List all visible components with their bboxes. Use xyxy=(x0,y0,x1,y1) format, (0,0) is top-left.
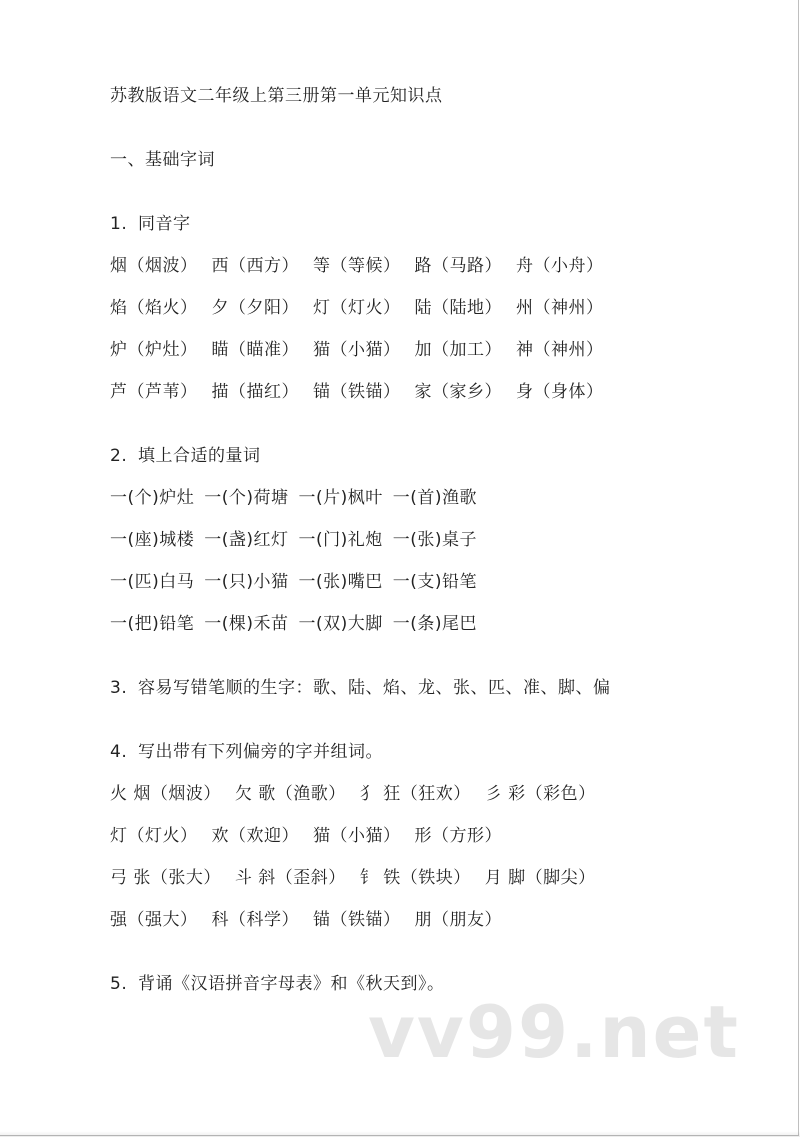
homophone-item: 焰（焰火） xyxy=(110,298,198,318)
measure-word-item: 一(座)城楼 xyxy=(110,530,195,550)
subsection-number: 4. xyxy=(110,742,128,762)
measure-word-item: 一(张)桌子 xyxy=(392,530,478,550)
homophone-item: 西（西方） xyxy=(211,256,299,276)
homophone-item: 芦（芦苇） xyxy=(110,382,198,402)
section-heading-basic-words: 一、基础字词 xyxy=(110,150,215,170)
measure-word-item: 一(片)枫叶 xyxy=(298,488,383,508)
measure-word-row xyxy=(110,486,750,510)
homophone-item: 州（神州） xyxy=(516,298,604,318)
measure-word-item: 一(门)礼炮 xyxy=(298,530,383,550)
radical-item: 强（强大） xyxy=(110,910,198,930)
homophone-item: 家（家乡） xyxy=(414,382,502,402)
measure-word-item: 一(棵)禾苗 xyxy=(204,614,289,634)
subsection-title: 背诵《汉语拼音字母表》和《秋天到》。 xyxy=(138,974,445,994)
homophone-row xyxy=(110,254,750,278)
radical-item: 彡 彩（彩色） xyxy=(484,784,596,804)
radical-item: 弓 张（张大） xyxy=(110,868,221,888)
homophone-item: 陆（陆地） xyxy=(414,298,502,318)
subsection-heading xyxy=(110,972,750,996)
subsection-homophones xyxy=(110,212,750,404)
homophone-item: 猫（小猫） xyxy=(313,340,401,360)
radical-row xyxy=(110,866,750,890)
subsection-title: 容易写错笔顺的生字：歌、陆、焰、龙、张、匹、准、脚、偏 xyxy=(138,678,611,698)
measure-word-item: 一(个)荷塘 xyxy=(204,488,289,508)
document-body xyxy=(110,84,750,996)
homophone-item: 描（描红） xyxy=(211,382,299,402)
subsection-recitation xyxy=(110,972,750,996)
measure-word-item: 一(条)尾巴 xyxy=(392,614,478,634)
radical-row xyxy=(110,782,750,806)
homophone-item: 路（马路） xyxy=(414,256,502,276)
subsection-number: 1. xyxy=(110,214,128,234)
measure-word-item: 一(盏)红灯 xyxy=(204,530,289,550)
measure-word-item: 一(支)铅笔 xyxy=(392,572,478,592)
measure-word-item: 一(双)大脚 xyxy=(298,614,383,634)
radical-item: 科（科学） xyxy=(211,910,299,930)
subsection-measure-words xyxy=(110,444,750,636)
measure-word-row xyxy=(110,528,750,552)
measure-word-item: 一(个)炉灶 xyxy=(110,488,195,508)
subsection-number: 2. xyxy=(110,446,128,466)
subsection-heading xyxy=(110,212,750,236)
subsection-title: 同音字 xyxy=(138,214,191,234)
subsection-radicals xyxy=(110,740,750,932)
measure-word-row xyxy=(110,570,750,594)
measure-word-item: 一(张)嘴巴 xyxy=(298,572,383,592)
radical-item: 火 烟（烟波） xyxy=(110,784,221,804)
radical-item: 犭 狂（狂欢） xyxy=(359,784,471,804)
radical-item: 锚（铁锚） xyxy=(313,910,401,930)
radical-item: 朋（朋友） xyxy=(414,910,502,930)
subsection-stroke-order xyxy=(110,676,750,700)
subsection-number: 3. xyxy=(110,678,128,698)
radical-item: 月 脚（脚尖） xyxy=(484,868,596,888)
measure-word-item: 一(匹)白马 xyxy=(110,572,195,592)
homophone-item: 舟（小舟） xyxy=(516,256,604,276)
document-title: 苏教版语文二年级上第三册第一单元知识点 xyxy=(110,86,443,106)
radical-item: 灯（灯火） xyxy=(110,826,198,846)
measure-word-item: 一(把)铅笔 xyxy=(110,614,195,634)
site-watermark: vv99.net xyxy=(368,990,740,1074)
measure-word-row xyxy=(110,612,750,636)
homophone-item: 身（身体） xyxy=(516,382,604,402)
homophone-item: 炉（炉灶） xyxy=(110,340,198,360)
subsection-title: 填上合适的量词 xyxy=(138,446,261,466)
subsection-heading xyxy=(110,676,750,700)
radical-row xyxy=(110,824,750,848)
page-bottom-shadow xyxy=(0,1131,800,1137)
subsection-number: 5. xyxy=(110,974,128,994)
homophone-item: 灯（灯火） xyxy=(313,298,401,318)
homophone-row xyxy=(110,296,750,320)
homophone-item: 神（神州） xyxy=(516,340,604,360)
homophone-item: 等（等候） xyxy=(313,256,401,276)
subsection-heading xyxy=(110,740,750,764)
subsection-heading xyxy=(110,444,750,468)
subsection-title: 写出带有下列偏旁的字并组词。 xyxy=(138,742,383,762)
radical-item: 形（方形） xyxy=(414,826,502,846)
radical-item: 欢（欢迎） xyxy=(211,826,299,846)
homophone-item: 烟（烟波） xyxy=(110,256,198,276)
radical-item: 斗 斜（歪斜） xyxy=(234,868,346,888)
homophone-item: 加（加工） xyxy=(414,340,502,360)
measure-word-item: 一(只)小猫 xyxy=(204,572,289,592)
radical-item: 欠 歌（渔歌） xyxy=(234,784,346,804)
homophone-row xyxy=(110,338,750,362)
homophone-item: 锚（铁锚） xyxy=(313,382,401,402)
radical-row xyxy=(110,908,750,932)
homophone-item: 夕（夕阳） xyxy=(211,298,299,318)
measure-word-item: 一(首)渔歌 xyxy=(392,488,478,508)
radical-item: 钅 铁（铁块） xyxy=(359,868,471,888)
homophone-row xyxy=(110,380,750,404)
radical-item: 猫（小猫） xyxy=(313,826,401,846)
homophone-item: 瞄（瞄准） xyxy=(211,340,299,360)
